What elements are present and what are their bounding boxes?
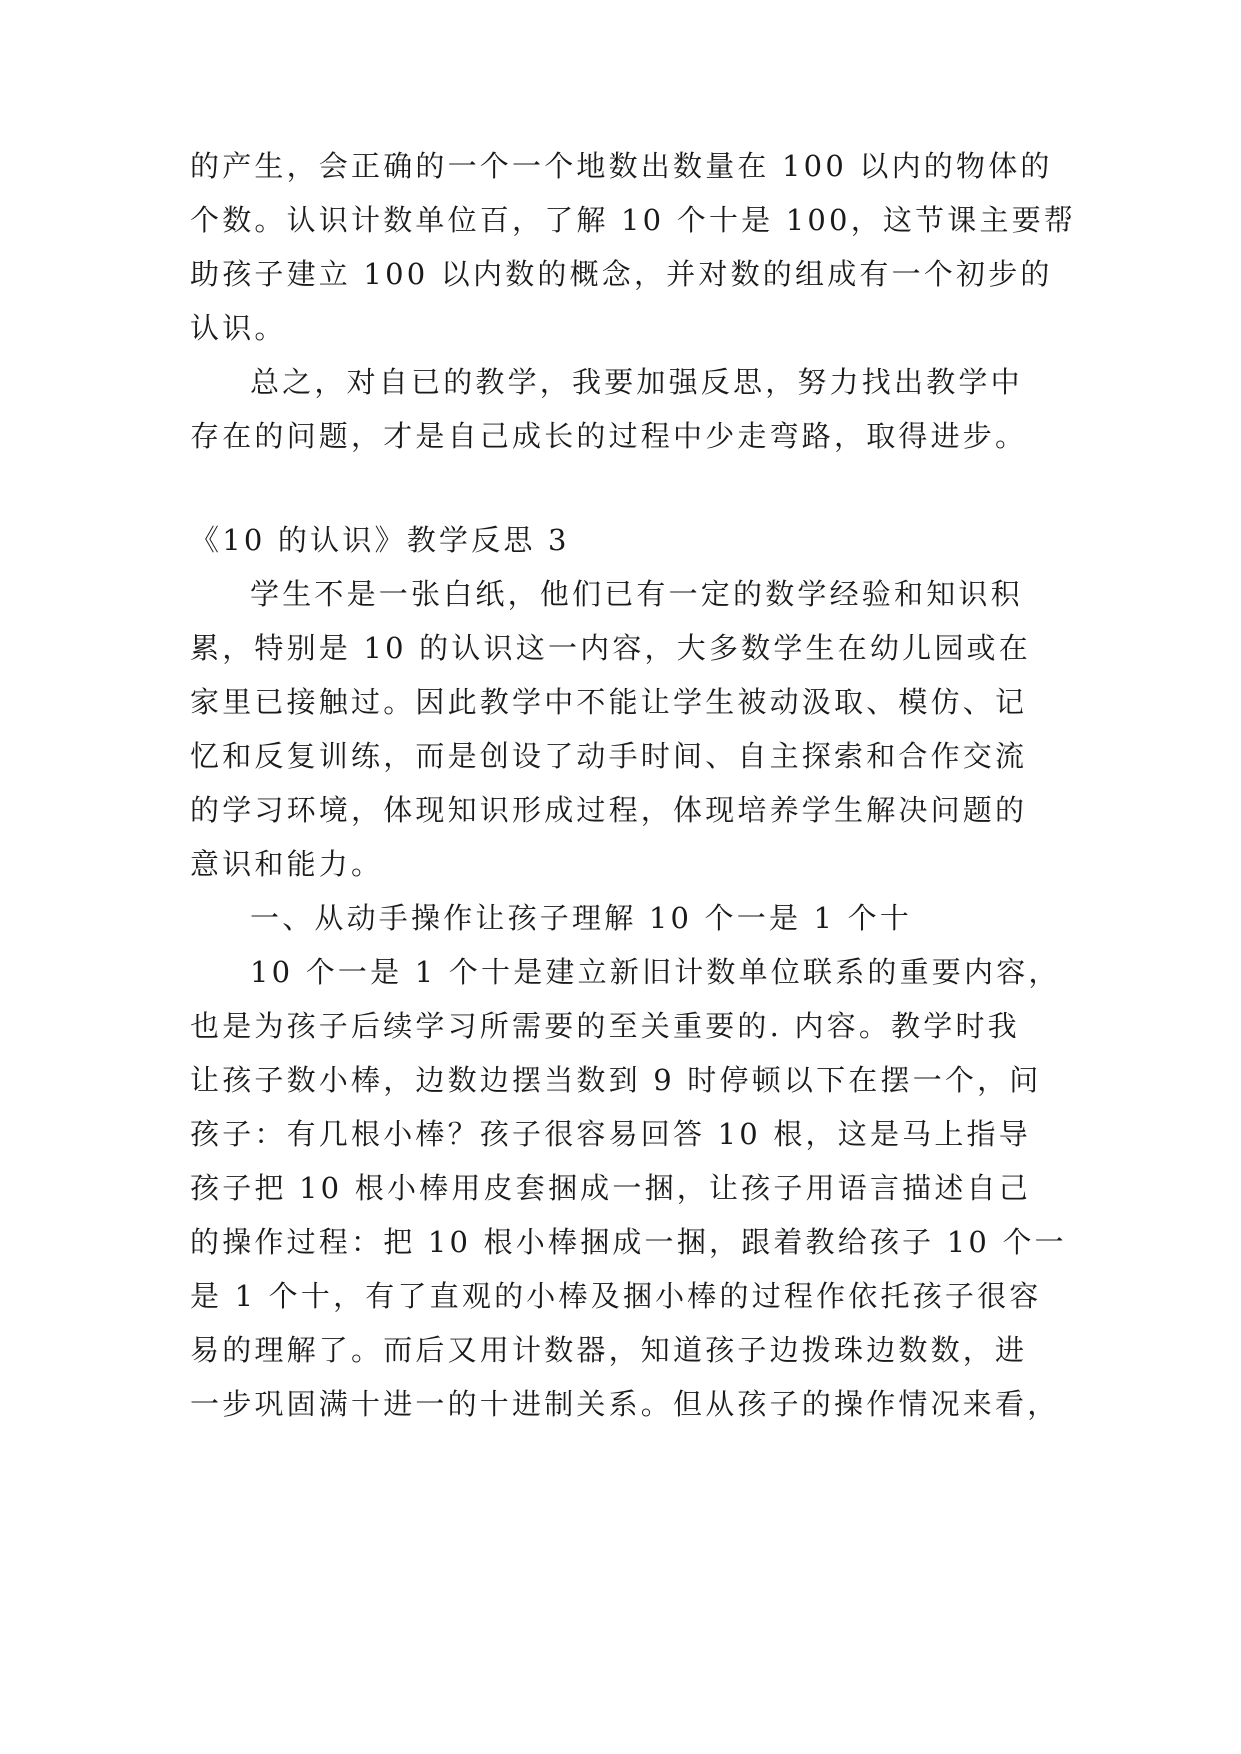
paragraph-line: 一步巩固满十进一的十进制关系。但从孩子的操作情况来看， (190, 1387, 1060, 1421)
paragraph-line: 意识和能力。 (190, 847, 384, 881)
paragraph-line: 助孩子建立 100 以内数的概念，并对数的组成有一个初步的 (190, 257, 1053, 291)
subheading-line: 一、从动手操作让孩子理解 10 个一是 1 个十 (250, 901, 913, 935)
paragraph-line: 忆和反复训练，而是创设了动手时间、自主探索和合作交流 (190, 739, 1028, 773)
paragraph-line: 孩子把 10 根小棒用皮套捆成一捆，让孩子用语言描述自己 (190, 1171, 1031, 1205)
paragraph-line: 的学习环境，体现知识形成过程，体现培养学生解决问题的 (190, 793, 1028, 827)
paragraph-line: 认识。 (190, 311, 287, 345)
paragraph-line: 的操作过程：把 10 根小棒捆成一捆，跟着教给孩子 10 个一 (190, 1225, 1067, 1259)
section-heading: 《10 的认识》教学反思 3 (190, 523, 570, 557)
paragraph-line: 10 个一是 1 个十是建立新旧计数单位联系的重要内容， (250, 955, 1061, 989)
paragraph-line: 让孩子数小棒，边数边摆当数到 9 时停顿以下在摆一个，问 (190, 1063, 1042, 1097)
paragraph-line: 易的理解了。而后又用计数器，知道孩子边拨珠边数数，进 (190, 1333, 1028, 1367)
paragraph-line: 是 1 个十，有了直观的小棒及捆小棒的过程作依托孩子很容 (190, 1279, 1042, 1313)
paragraph-line: 孩子：有几根小棒？孩子很容易回答 10 根，这是马上指导 (190, 1117, 1031, 1151)
paragraph-line: 存在的问题，才是自己成长的过程中少走弯路，取得进步。 (190, 419, 1028, 453)
paragraph-line: 个数。认识计数单位百，了解 10 个十是 100，这节课主要帮 (190, 203, 1077, 237)
paragraph-line: 的产生，会正确的一个一个地数出数量在 100 以内的物体的 (190, 149, 1053, 183)
paragraph-line: 总之，对自已的教学，我要加强反思，努力找出教学中 (250, 365, 1023, 399)
paragraph-line: 家里已接触过。因此教学中不能让学生被动汲取、模仿、记 (190, 685, 1028, 719)
paragraph-line: 也是为孩子后续学习所需要的至关重要的. 内容。教学时我 (190, 1009, 1020, 1043)
paragraph-line: 学生不是一张白纸，他们已有一定的数学经验和知识积 (250, 577, 1023, 611)
paragraph-line: 累，特别是 10 的认识这一内容，大多数学生在幼儿园或在 (190, 631, 1031, 665)
